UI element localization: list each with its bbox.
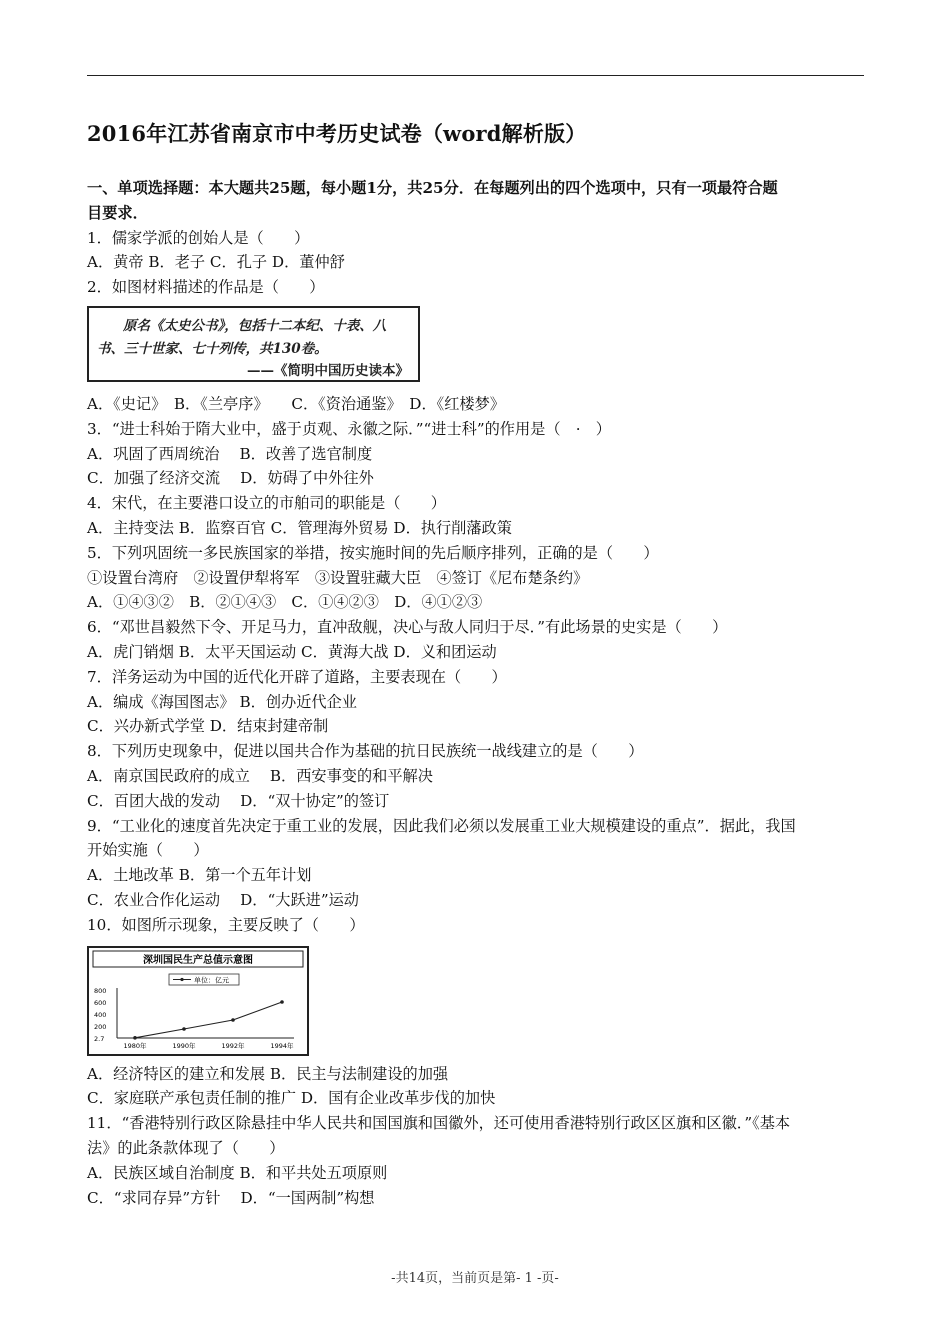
y-tick-label: 400 — [94, 1010, 107, 1019]
x-tick-label: 1990年 — [172, 1041, 196, 1050]
data-point — [182, 1027, 186, 1031]
x-tick-label: 1980年 — [123, 1041, 147, 1050]
figure-quote-line2: 书、三十世家、七十列传，共130卷。 — [97, 340, 328, 357]
question-4-stem: 4．宋代，在主要港口设立的市舶司的职能是（ ） — [87, 494, 446, 513]
question-8-options-ab: A．南京国民政府的成立 B．西安事变的和平解决 — [87, 766, 433, 785]
question-2-stem: 2．如图材料描述的作品是（ ） — [87, 278, 325, 297]
exam-content — [87, 176, 867, 1210]
question-9-stem-line2: 开始实施（ ） — [87, 841, 209, 860]
question-7-stem: 7．洋务运动为中国的近代化开辟了道路，主要表现在（ ） — [87, 667, 507, 686]
question-10-options-cd: C．家庭联产承包责任制的推广 D．国有企业改革步伐的加快 — [87, 1089, 496, 1108]
series-line — [135, 1002, 282, 1038]
question-5-options: A．①④③② B．②①④③ C．①④②③ D．④①②③ — [87, 593, 483, 612]
x-tick-label: 1994年 — [270, 1041, 294, 1050]
question-8-stem: 8．下列历史现象中，促进以国共合作为基础的抗日民族统一战线建立的是（ ） — [87, 742, 644, 761]
x-tick-label: 1992年 — [221, 1041, 245, 1050]
figure-quote-line1: 原名《太史公书》，包括十二本纪、十表、八 — [123, 317, 387, 334]
question-1-stem: 1．儒家学派的创始人是（ ） — [87, 228, 310, 247]
question-3-stem: 3．“进士科始于隋大业中，盛于贞观、永徽之际．”“进士科”的作用是（ · ） — [87, 419, 611, 438]
question-9-options-ab: A．土地改革 B．第一个五年计划 — [87, 866, 312, 885]
question-9-options-cd: C．农业合作化运动 D．“大跃进”运动 — [87, 890, 359, 909]
question-7-options-ab: A．编成《海国图志》 B．创办近代企业 — [87, 692, 357, 711]
y-tick-label: 200 — [94, 1022, 107, 1031]
gdp-chart-svg — [89, 948, 307, 1054]
question-11-stem-line2: 法》的此条款体现了（ ） — [87, 1138, 285, 1157]
data-point — [280, 1000, 284, 1004]
question-2-options: A．《史记》 B．《兰亭序》 C．《资治通鉴》 D．《红楼梦》 — [87, 394, 505, 413]
question-3-options-cd: C．加强了经济交流 D．妨碍了中外往外 — [87, 469, 374, 488]
question-11-options-cd: C．“求同存异”方针 D．“一国两制”构想 — [87, 1188, 375, 1207]
page-title: 2016年江苏省南京市中考历史试卷（word解析版） — [87, 121, 587, 146]
question-3-options-ab: A．巩固了西周统治 B．改善了选官制度 — [87, 444, 373, 463]
shenzhen-gdp-chart — [87, 946, 309, 1056]
legend-label: 单位：亿元 — [194, 976, 229, 985]
legend-marker — [180, 977, 183, 980]
question-10-stem: 10．如图所示现象，主要反映了（ ） — [87, 915, 365, 934]
question-8-options-cd: C．百团大战的发动 D．“双十协定”的签订 — [87, 791, 390, 810]
data-point — [133, 1036, 137, 1040]
question-6-options: A．虎门销烟 B．太平天国运动 C．黄海大战 D．义和团运动 — [87, 642, 497, 661]
header-rule — [87, 75, 864, 76]
question-5-items: ①设置台湾府 ②设置伊犁将军 ③设置驻藏大臣 ④签订《尼布楚条约》 — [87, 568, 589, 587]
section-heading-line1: 一、单项选择题：本大题共25题，每小题1分，共25分．在每题列出的四个选项中，只有一项最符合题 — [87, 179, 778, 197]
section-heading-line2: 目要求． — [87, 203, 148, 222]
question-11-options-ab: A．民族区域自治制度 B．和平共处五项原则 — [87, 1163, 388, 1182]
question-5-stem: 5．下列巩固统一多民族国家的举措，按实施时间的先后顺序排列，正确的是（ ） — [87, 543, 659, 562]
question-1-options: A．黄帝 B．老子 C．孔子 D．董仲舒 — [87, 253, 345, 272]
page-footer: -共14页，当前页是第- 1 -页- — [391, 1271, 559, 1286]
data-point — [231, 1018, 235, 1022]
figure-quote-source: ——《简明中国历史读本》 — [247, 362, 409, 379]
y-tick-label: 2.7 — [94, 1034, 105, 1043]
chart-title: 深圳国民生产总值示意图 — [143, 954, 253, 966]
y-tick-label: 800 — [94, 986, 107, 995]
question-6-stem: 6．“邓世昌毅然下令、开足马力，直冲敌舰，决心与敌人同归于尽．”有此场景的史实是（ ） — [87, 618, 728, 637]
shiji-quote-figure — [87, 306, 420, 382]
question-11-stem-line1: 11．“香港特别行政区除悬挂中华人民共和国国旗和国徽外，还可使用香港特别行政区区旗和区徽．”《基本 — [87, 1114, 791, 1133]
question-4-options: A．主持变法 B．监察百官 C．管理海外贸易 D．执行削藩政策 — [87, 518, 512, 537]
question-9-stem-line1: 9．“工业化的速度首先决定于重工业的发展，因此我们必须以发展重工业大规模建设的重点”．据此，我国 — [87, 816, 796, 835]
question-10-options-ab: A．经济特区的建立和发展 B．民主与法制建设的加强 — [87, 1064, 449, 1083]
y-tick-label: 600 — [94, 998, 107, 1007]
question-7-options-cd: C．兴办新式学堂 D．结束封建帝制 — [87, 717, 329, 736]
